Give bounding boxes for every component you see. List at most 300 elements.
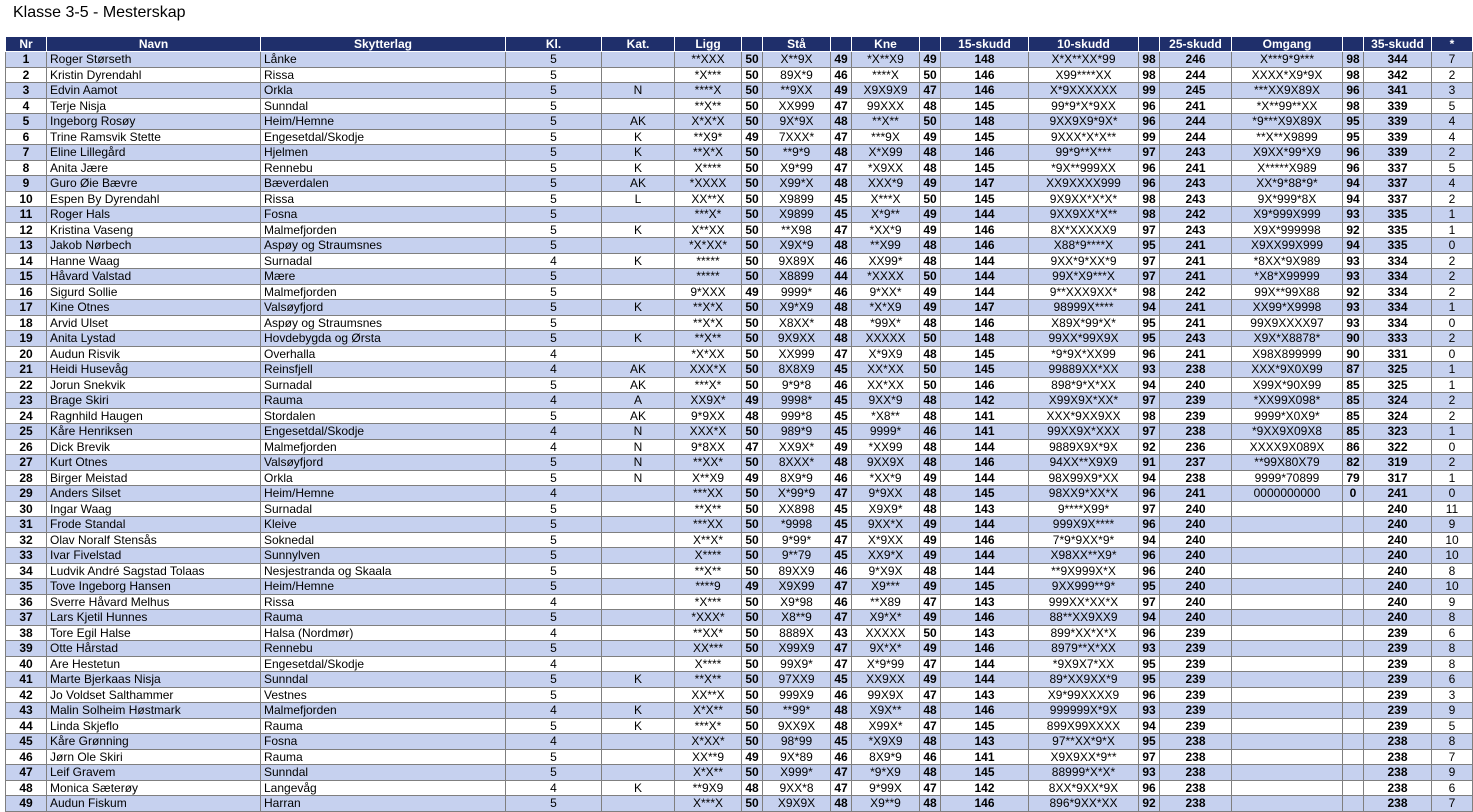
cell-10-skudd-sum: 96: [1139, 563, 1160, 579]
cell-35-skudd: 322: [1364, 439, 1432, 455]
cell-35-skudd: 239: [1364, 672, 1432, 688]
cell-kne: 9*XX*: [852, 284, 920, 300]
cell-15-skudd: 148: [941, 52, 1029, 68]
cell-staa-sum: 45: [831, 734, 852, 750]
cell-10-skudd: 999XX*XX*X: [1029, 594, 1139, 610]
cell-15-skudd: 144: [941, 548, 1029, 564]
cell-staa: X9X*9: [763, 238, 831, 254]
cell-omgang: X99X*90X99: [1232, 377, 1343, 393]
cell-omgang-sum: [1343, 780, 1364, 796]
cell-kne: *X*X9: [852, 300, 920, 316]
cell-10-skudd: 7*9*9XX*9*: [1029, 532, 1139, 548]
cell-staa-sum: 48: [831, 145, 852, 161]
cell-kategori: K: [602, 331, 675, 347]
table-row: [6, 734, 1473, 750]
cell-navn: Olav Noralf Stensås: [47, 532, 261, 548]
cell-ligg-sum: 50: [742, 253, 763, 269]
cell-nr: 15: [6, 269, 47, 285]
cell-kne: X***X: [852, 191, 920, 207]
cell-25-skudd: 239: [1160, 687, 1232, 703]
cell-10-skudd: 99889XX*XX: [1029, 362, 1139, 378]
cell-omgang-sum: [1343, 610, 1364, 626]
cell-ligg-sum: 50: [742, 610, 763, 626]
cell-ligg: *XXXX: [675, 176, 742, 192]
cell-omgang-sum: 0: [1343, 486, 1364, 502]
cell-kategori: K: [602, 703, 675, 719]
table-row: [6, 672, 1473, 688]
column-header-klasse: Kl.: [506, 37, 602, 52]
cell-omgang-sum: 98: [1343, 52, 1364, 68]
cell-omgang-sum: [1343, 687, 1364, 703]
cell-omgang-sum: [1343, 548, 1364, 564]
cell-kategori: K: [602, 300, 675, 316]
cell-kategori: A: [602, 393, 675, 409]
cell-25-skudd: 241: [1160, 238, 1232, 254]
cell-navn: Frode Standal: [47, 517, 261, 533]
cell-staa: **9*9: [763, 145, 831, 161]
table-row: [6, 238, 1473, 254]
cell-kne: 9XX*X: [852, 517, 920, 533]
cell-35-skudd: 239: [1364, 718, 1432, 734]
cell-10-skudd-sum: 92: [1139, 796, 1160, 812]
cell-25-skudd: 243: [1160, 222, 1232, 238]
cell-ligg: **X**: [675, 98, 742, 114]
cell-stjerne: 2: [1432, 284, 1473, 300]
cell-kne: *X9XX: [852, 160, 920, 176]
cell-navn: Marte Bjerkaas Nisja: [47, 672, 261, 688]
cell-staa: **X98: [763, 222, 831, 238]
cell-stjerne: 1: [1432, 300, 1473, 316]
cell-10-skudd-sum: 92: [1139, 439, 1160, 455]
cell-omgang: [1232, 796, 1343, 812]
cell-10-skudd-sum: 94: [1139, 610, 1160, 626]
cell-ligg-sum: 50: [742, 765, 763, 781]
cell-staa-sum: 47: [831, 532, 852, 548]
cell-15-skudd: 144: [941, 517, 1029, 533]
cell-klasse: 4: [506, 734, 602, 750]
cell-nr: 39: [6, 641, 47, 657]
cell-stjerne: 0: [1432, 486, 1473, 502]
cell-stjerne: 3: [1432, 687, 1473, 703]
cell-ligg: **X**: [675, 563, 742, 579]
cell-klasse: 5: [506, 548, 602, 564]
cell-omgang: XX*9*88*9*: [1232, 176, 1343, 192]
cell-ligg-sum: 50: [742, 594, 763, 610]
cell-ligg-sum: 50: [742, 145, 763, 161]
cell-staa: 9X89X: [763, 253, 831, 269]
cell-15-skudd: 146: [941, 532, 1029, 548]
cell-skytterlag: Rissa: [261, 67, 506, 83]
cell-ligg-sum: 50: [742, 52, 763, 68]
cell-staa: 7XXX*: [763, 129, 831, 145]
column-header-nr: Nr: [6, 37, 47, 52]
cell-35-skudd: 239: [1364, 656, 1432, 672]
cell-klasse: 4: [506, 780, 602, 796]
cell-ligg-sum: 50: [742, 191, 763, 207]
cell-kne: *X**X9: [852, 52, 920, 68]
cell-staa-sum: 45: [831, 501, 852, 517]
cell-staa: X9X9X: [763, 796, 831, 812]
cell-klasse: 5: [506, 517, 602, 533]
cell-omgang: [1232, 749, 1343, 765]
cell-25-skudd: 246: [1160, 52, 1232, 68]
cell-nr: 46: [6, 749, 47, 765]
cell-10-skudd-sum: 97: [1139, 424, 1160, 440]
cell-10-skudd-sum: 95: [1139, 579, 1160, 595]
column-header-omgang-sum: [1343, 37, 1364, 52]
cell-klasse: 5: [506, 176, 602, 192]
cell-klasse: 5: [506, 563, 602, 579]
cell-stjerne: 5: [1432, 718, 1473, 734]
cell-klasse: 5: [506, 207, 602, 223]
cell-kategori: [602, 532, 675, 548]
cell-klasse: 5: [506, 114, 602, 130]
cell-nr: 34: [6, 563, 47, 579]
cell-ligg: **X9*: [675, 129, 742, 145]
cell-navn: Kristin Dyrendahl: [47, 67, 261, 83]
cell-skytterlag: Rennebu: [261, 160, 506, 176]
table-row: [6, 393, 1473, 409]
cell-staa-sum: 45: [831, 517, 852, 533]
cell-ligg: **XXX: [675, 52, 742, 68]
table-row: [6, 796, 1473, 812]
cell-staa: 9*99*: [763, 532, 831, 548]
cell-10-skudd: 98999X****: [1029, 300, 1139, 316]
cell-navn: Kurt Otnes: [47, 455, 261, 471]
results-table: [5, 36, 1473, 812]
cell-stjerne: 8: [1432, 641, 1473, 657]
cell-staa: 9998*: [763, 393, 831, 409]
cell-ligg: XXX*X: [675, 424, 742, 440]
cell-klasse: 4: [506, 703, 602, 719]
cell-navn: Edvin Aamot: [47, 83, 261, 99]
cell-15-skudd: 144: [941, 439, 1029, 455]
table-row: [6, 408, 1473, 424]
cell-omgang: XX99*X9998: [1232, 300, 1343, 316]
cell-10-skudd: X9*99XXXX9: [1029, 687, 1139, 703]
cell-omgang-sum: 95: [1343, 114, 1364, 130]
cell-skytterlag: Nesjestranda og Skaala: [261, 563, 506, 579]
cell-kne: *XXXX: [852, 269, 920, 285]
cell-35-skudd: 238: [1364, 796, 1432, 812]
cell-staa-sum: 46: [831, 253, 852, 269]
table-row: [6, 579, 1473, 595]
cell-staa: 999X9: [763, 687, 831, 703]
cell-kategori: [602, 610, 675, 626]
cell-10-skudd: 94XX**X9X9: [1029, 455, 1139, 471]
cell-kategori: [602, 548, 675, 564]
cell-15-skudd: 145: [941, 346, 1029, 362]
cell-kategori: N: [602, 470, 675, 486]
cell-10-skudd: 97**XX*9*X: [1029, 734, 1139, 750]
cell-kategori: [602, 625, 675, 641]
cell-omgang: XXX*9X0X99: [1232, 362, 1343, 378]
cell-stjerne: 4: [1432, 176, 1473, 192]
cell-10-skudd: 896*9XX*XX: [1029, 796, 1139, 812]
cell-kne: XXXXX: [852, 625, 920, 641]
cell-skytterlag: Heim/Hemne: [261, 486, 506, 502]
cell-skytterlag: Mære: [261, 269, 506, 285]
cell-navn: Brage Skiri: [47, 393, 261, 409]
cell-kne-sum: 47: [920, 656, 941, 672]
cell-kategori: [602, 563, 675, 579]
cell-omgang-sum: [1343, 594, 1364, 610]
cell-omgang-sum: 87: [1343, 362, 1364, 378]
cell-kne-sum: 50: [920, 625, 941, 641]
cell-10-skudd-sum: 97: [1139, 145, 1160, 161]
cell-nr: 8: [6, 160, 47, 176]
cell-nr: 2: [6, 67, 47, 83]
table-row: [6, 749, 1473, 765]
cell-stjerne: 2: [1432, 269, 1473, 285]
cell-kne-sum: 46: [920, 749, 941, 765]
cell-35-skudd: 239: [1364, 703, 1432, 719]
cell-omgang-sum: 79: [1343, 470, 1364, 486]
cell-omgang: *8XX*9X989: [1232, 253, 1343, 269]
cell-35-skudd: 240: [1364, 517, 1432, 533]
cell-omgang: XXXX*X9*9X: [1232, 67, 1343, 83]
cell-15-skudd: 143: [941, 594, 1029, 610]
cell-nr: 25: [6, 424, 47, 440]
cell-10-skudd-sum: 94: [1139, 377, 1160, 393]
cell-omgang: 9X*999*8X: [1232, 191, 1343, 207]
cell-kne-sum: 48: [920, 393, 941, 409]
column-header-navn: Navn: [47, 37, 261, 52]
cell-10-skudd-sum: 95: [1139, 656, 1160, 672]
cell-stjerne: 2: [1432, 67, 1473, 83]
cell-kategori: K: [602, 145, 675, 161]
cell-kne-sum: 49: [920, 470, 941, 486]
column-header-kne-sum: [920, 37, 941, 52]
cell-nr: 16: [6, 284, 47, 300]
cell-kategori: AK: [602, 408, 675, 424]
table-row: [6, 98, 1473, 114]
cell-staa: X999*: [763, 765, 831, 781]
cell-skytterlag: Rauma: [261, 718, 506, 734]
cell-omgang-sum: 95: [1343, 129, 1364, 145]
cell-kne: X*9*99: [852, 656, 920, 672]
cell-10-skudd-sum: 98: [1139, 284, 1160, 300]
cell-nr: 10: [6, 191, 47, 207]
cell-staa-sum: 45: [831, 191, 852, 207]
cell-kategori: [602, 579, 675, 595]
cell-klasse: 4: [506, 656, 602, 672]
cell-staa: *9998: [763, 517, 831, 533]
cell-ligg: **X**: [675, 672, 742, 688]
table-row: [6, 269, 1473, 285]
cell-25-skudd: 237: [1160, 455, 1232, 471]
cell-kne: *XX99: [852, 439, 920, 455]
cell-stjerne: 6: [1432, 625, 1473, 641]
cell-nr: 33: [6, 548, 47, 564]
cell-staa: XX999: [763, 346, 831, 362]
cell-nr: 5: [6, 114, 47, 130]
cell-nr: 27: [6, 455, 47, 471]
cell-kne-sum: 50: [920, 114, 941, 130]
cell-kne-sum: 49: [920, 517, 941, 533]
cell-navn: Håvard Valstad: [47, 269, 261, 285]
cell-10-skudd: 9XX999**9*: [1029, 579, 1139, 595]
cell-10-skudd-sum: 98: [1139, 207, 1160, 223]
cell-stjerne: 1: [1432, 377, 1473, 393]
cell-kne-sum: 48: [920, 98, 941, 114]
cell-omgang-sum: [1343, 532, 1364, 548]
cell-stjerne: 1: [1432, 207, 1473, 223]
cell-15-skudd: 145: [941, 362, 1029, 378]
cell-navn: Espen By Dyrendahl: [47, 191, 261, 207]
cell-25-skudd: 244: [1160, 114, 1232, 130]
table-row: [6, 346, 1473, 362]
cell-kne-sum: 47: [920, 718, 941, 734]
cell-35-skudd: 319: [1364, 455, 1432, 471]
cell-ligg-sum: 47: [742, 439, 763, 455]
cell-omgang-sum: 86: [1343, 439, 1364, 455]
cell-staa: X99X9: [763, 641, 831, 657]
cell-10-skudd: *9X9X7*XX: [1029, 656, 1139, 672]
table-row: [6, 470, 1473, 486]
cell-navn: Ludvik André Sagstad Tolaas: [47, 563, 261, 579]
cell-staa-sum: 43: [831, 625, 852, 641]
cell-stjerne: 9: [1432, 703, 1473, 719]
table-row: [6, 718, 1473, 734]
cell-ligg-sum: 50: [742, 486, 763, 502]
cell-10-skudd-sum: 94: [1139, 470, 1160, 486]
cell-stjerne: 10: [1432, 579, 1473, 595]
cell-15-skudd: 142: [941, 393, 1029, 409]
cell-25-skudd: 239: [1160, 718, 1232, 734]
cell-omgang-sum: 96: [1343, 145, 1364, 161]
table-row: [6, 594, 1473, 610]
cell-staa-sum: 46: [831, 594, 852, 610]
cell-kategori: [602, 315, 675, 331]
cell-35-skudd: 325: [1364, 377, 1432, 393]
cell-nr: 43: [6, 703, 47, 719]
cell-omgang-sum: 94: [1343, 191, 1364, 207]
cell-kne-sum: 46: [920, 424, 941, 440]
cell-omgang-sum: [1343, 796, 1364, 812]
cell-15-skudd: 144: [941, 563, 1029, 579]
cell-skytterlag: Rissa: [261, 594, 506, 610]
cell-navn: Audun Fiskum: [47, 796, 261, 812]
cell-staa-sum: 48: [831, 238, 852, 254]
cell-stjerne: 11: [1432, 501, 1473, 517]
cell-skytterlag: Heim/Hemne: [261, 579, 506, 595]
cell-15-skudd: 146: [941, 796, 1029, 812]
cell-10-skudd-sum: 96: [1139, 517, 1160, 533]
cell-ligg: *X***: [675, 67, 742, 83]
cell-ligg-sum: 49: [742, 393, 763, 409]
cell-nr: 41: [6, 672, 47, 688]
cell-navn: Leif Gravem: [47, 765, 261, 781]
cell-skytterlag: Fosna: [261, 734, 506, 750]
cell-navn: Ivar Fivelstad: [47, 548, 261, 564]
cell-kne-sum: 48: [920, 238, 941, 254]
cell-stjerne: 5: [1432, 160, 1473, 176]
cell-35-skudd: 342: [1364, 67, 1432, 83]
page-title: Klasse 3-5 - Mesterskap: [13, 4, 186, 21]
cell-stjerne: 2: [1432, 191, 1473, 207]
cell-omgang: [1232, 625, 1343, 641]
cell-ligg: *****: [675, 269, 742, 285]
cell-35-skudd: 323: [1364, 424, 1432, 440]
cell-ligg: ***X*: [675, 377, 742, 393]
cell-10-skudd-sum: 98: [1139, 67, 1160, 83]
cell-15-skudd: 144: [941, 672, 1029, 688]
cell-kne: 9*99X: [852, 780, 920, 796]
cell-omgang-sum: 96: [1343, 83, 1364, 99]
cell-kne-sum: 47: [920, 687, 941, 703]
cell-omgang: [1232, 656, 1343, 672]
cell-35-skudd: 339: [1364, 98, 1432, 114]
cell-omgang: [1232, 501, 1343, 517]
cell-staa-sum: 46: [831, 67, 852, 83]
cell-35-skudd: 337: [1364, 176, 1432, 192]
cell-25-skudd: 241: [1160, 486, 1232, 502]
cell-klasse: 4: [506, 253, 602, 269]
cell-15-skudd: 142: [941, 780, 1029, 796]
cell-omgang: 99X9XXXX97: [1232, 315, 1343, 331]
cell-kne-sum: 49: [920, 579, 941, 595]
cell-omgang: X9*999X999: [1232, 207, 1343, 223]
column-header-staa: Stå: [763, 37, 831, 52]
cell-ligg-sum: 50: [742, 315, 763, 331]
cell-10-skudd-sum: 94: [1139, 532, 1160, 548]
cell-omgang: X98X899999: [1232, 346, 1343, 362]
cell-kne-sum: 49: [920, 52, 941, 68]
table-row: [6, 501, 1473, 517]
cell-stjerne: 7: [1432, 52, 1473, 68]
cell-staa-sum: 45: [831, 672, 852, 688]
cell-10-skudd-sum: 97: [1139, 594, 1160, 610]
cell-10-skudd: 9**XXX9XX*: [1029, 284, 1139, 300]
cell-staa-sum: 48: [831, 176, 852, 192]
cell-staa: X9899: [763, 207, 831, 223]
cell-kne: 9*9XX: [852, 486, 920, 502]
cell-25-skudd: 238: [1160, 796, 1232, 812]
cell-kne-sum: 48: [920, 563, 941, 579]
cell-omgang-sum: [1343, 625, 1364, 641]
cell-ligg: 9*8XX: [675, 439, 742, 455]
cell-25-skudd: 239: [1160, 656, 1232, 672]
cell-10-skudd-sum: 96: [1139, 176, 1160, 192]
cell-navn: Linda Skjeflo: [47, 718, 261, 734]
cell-nr: 49: [6, 796, 47, 812]
cell-staa: XX999: [763, 98, 831, 114]
cell-10-skudd: X99****XX: [1029, 67, 1139, 83]
cell-navn: Are Hestetun: [47, 656, 261, 672]
cell-35-skudd: 341: [1364, 83, 1432, 99]
cell-ligg-sum: 50: [742, 98, 763, 114]
cell-10-skudd-sum: 97: [1139, 501, 1160, 517]
cell-omgang-sum: [1343, 563, 1364, 579]
cell-omgang: [1232, 563, 1343, 579]
cell-25-skudd: 240: [1160, 610, 1232, 626]
cell-skytterlag: Surnadal: [261, 377, 506, 393]
cell-staa-sum: 48: [831, 300, 852, 316]
cell-skytterlag: Soknedal: [261, 532, 506, 548]
cell-omgang: X*****X989: [1232, 160, 1343, 176]
cell-kne: ***9X: [852, 129, 920, 145]
cell-staa: 9999*: [763, 284, 831, 300]
cell-10-skudd: 999999X*9X: [1029, 703, 1139, 719]
cell-kne: XX9*X: [852, 548, 920, 564]
cell-10-skudd: 9****X99*: [1029, 501, 1139, 517]
cell-staa: X8XX*: [763, 315, 831, 331]
cell-skytterlag: Bæverdalen: [261, 176, 506, 192]
cell-35-skudd: 240: [1364, 563, 1432, 579]
cell-klasse: 5: [506, 238, 602, 254]
cell-klasse: 5: [506, 641, 602, 657]
